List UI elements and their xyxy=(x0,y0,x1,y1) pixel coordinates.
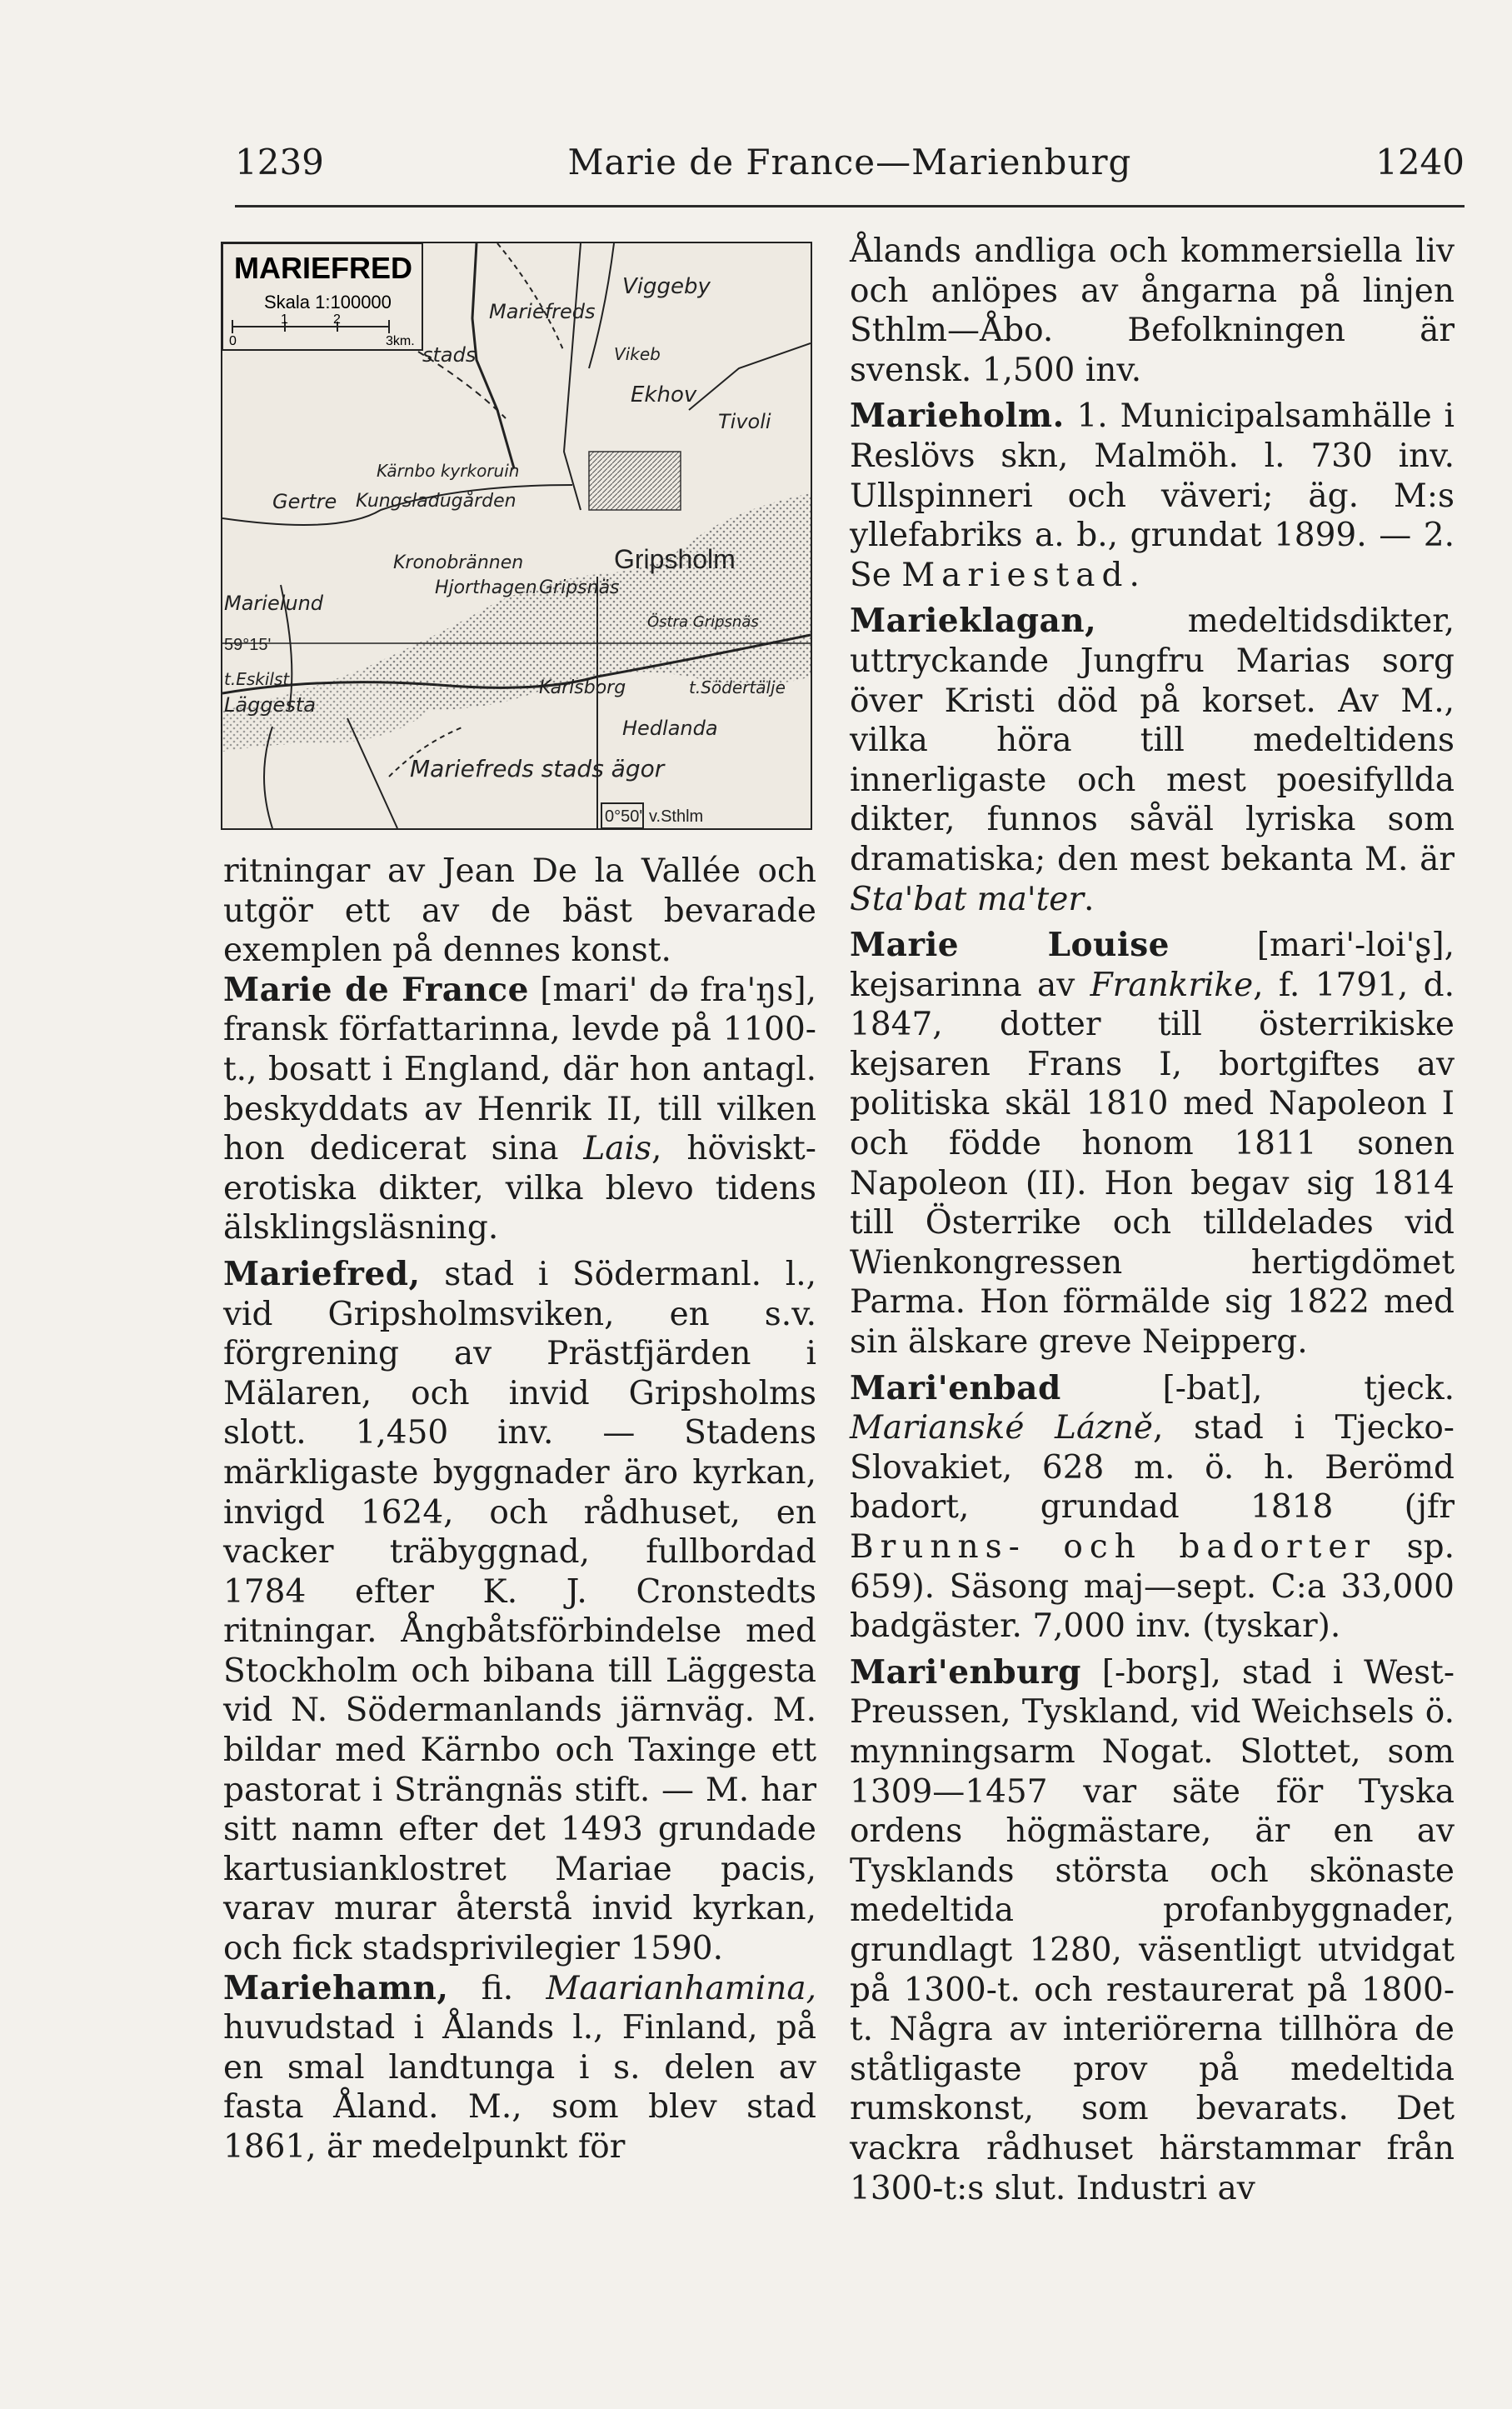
header-rule xyxy=(235,205,1465,207)
label-bottom-stads-agor: Mariefreds stads ägor xyxy=(410,755,665,782)
map-scale: Skala 1:100000 xyxy=(264,292,392,312)
entry-marie-de-france: Marie de France [mari' də fra'ŋs], fransk författarinna, levde på 1100-t., bosatt i England, där hon antagl. beskyddats av Henrik II, till vilken hon dedicerat sina Lais, höviskt-erotiska dikter, vilka blevo tidens älsklingsläsning. xyxy=(223,970,816,1247)
page-number-left: 1239 xyxy=(235,142,324,182)
entry-head: Mari'enburg xyxy=(850,1652,1081,1692)
scale-tick-3: 3km. xyxy=(386,334,415,348)
label-longitude: 0°50' xyxy=(605,807,643,826)
entry-continuation: ritningar av Jean De la Vallée och utgör ett av de bäst bevarade exemplen på dennes konst. xyxy=(223,852,816,970)
label-sthlm: v.Sthlm xyxy=(649,807,704,826)
label-stads: stads xyxy=(422,343,477,367)
page-header xyxy=(235,142,1465,192)
entry-head: Marie de France xyxy=(223,970,529,1009)
entry-mariehamn: Mariehamn, fi. Maarianhamina, huvudstad i Ålands l., Finland, på en smal landtunga i s. delen av fasta Åland. M., som blev stad 1861, är medelpunkt för xyxy=(223,1968,816,2166)
entry-head: Mari'enbad xyxy=(850,1368,1061,1407)
entry-marienburg: Mari'enburg [-borʂ], stad i West-Preussen, Tyskland, vid Weichsels ö. mynningsarm Nogat. Slottet, som 1309—1457 var säte för Tyska ordens högmästare, är en av Tysklands största och skönaste medeltida profanbyggnader, grundlagt 1280, väsentligt utvidgat på 1300-t. och restaurerat på 1800-t. Några av interiörerna tillhöra de ståtligaste prov på medeltida rumskonst, som bevarats. Det vackra rådhuset härstammar från 1300-t:s slut. Industri av xyxy=(850,1652,1455,2207)
label-sodertalje: t.Södertälje xyxy=(689,677,786,697)
label-kronobrannen: Kronobrännen xyxy=(393,552,524,573)
entry-head: Marieholm. xyxy=(850,397,1065,436)
scale-tick-2: 2 xyxy=(333,312,341,327)
entry-head: Marieklagan, xyxy=(850,602,1097,641)
label-gertre: Gertre xyxy=(272,490,337,513)
label-gripsnas: Gripsnäs xyxy=(539,577,620,598)
label-gripsholm: Gripsholm xyxy=(614,544,736,574)
entry-marienbad: Mari'enbad [-bat], tjeck. Marianské Lázně, stad i Tjecko-Slovakiet, 628 m. ö. h. Berömd badort, grundad 1818 (jfr Brunns- och badorter sp. 659). Säsong maj—sept. C:a 33,000 badgäster. 7,000 inv. (tyskar). xyxy=(850,1368,1455,1646)
label-ostra-gripsnas: Östra Gripsnäs xyxy=(647,613,759,631)
entry-mariefred: Mariefred, stad i Södermanl. l., vid Gripsholmsviken, en s.v. förgrening av Prästfjärden i Mälaren, och invid Gripsholms slott. 1,450 inv. — Stadens märkligaste byggnader äro kyrkan, invigd 1624, och rådhuset, en vacker träbyggnad, fullbordad 1784 efter K. J. Cronstedts ritningar. Ångbåtsförbindelse med Stockholm och bibana till Läggesta vid N. Södermanlands järnväg. M. bildar med Kärnbo och Taxinge ett pastorat i Strängnäs stift. — M. har sitt namn efter det 1493 grundade kartusianklostret Mariae pacis, varav murar återstå invid kyrkan, och fick stadsprivilegier 1590. xyxy=(223,1254,816,1968)
label-hjorthagen: Hjorthagen xyxy=(435,577,537,598)
map-title: MARIEFRED xyxy=(234,251,412,285)
entry-head: Mariehamn, xyxy=(223,1968,449,2007)
label-karlsborg: Karlsborg xyxy=(539,677,626,698)
scale-tick-0: 0 xyxy=(229,334,237,348)
entry-continuation: Ålands andliga och kommersiella liv och anlöpes av ångarna på linjen Sthlm—Åbo. Befolkningen är svensk. 1,500 inv. xyxy=(850,232,1455,389)
label-hedlanda: Hedlanda xyxy=(622,717,718,740)
label-mariefreds: Mariefreds xyxy=(489,300,596,323)
left-column xyxy=(223,852,816,2167)
label-ekhov: Ekhov xyxy=(631,382,697,407)
label-marielund: Marielund xyxy=(224,592,324,615)
running-title: Marie de France—Marienburg xyxy=(567,142,1132,182)
mariefred-map xyxy=(221,242,812,830)
page-number-right: 1240 xyxy=(1375,142,1465,182)
map-graphic xyxy=(222,243,811,828)
entry-head: Marie Louise xyxy=(850,926,1170,965)
label-eskilstuna: t.Eskilst. xyxy=(224,669,295,689)
label-laggesta: Läggesta xyxy=(224,693,316,717)
entry-head: Mariefred, xyxy=(223,1254,421,1293)
label-karnbo: Kärnbo kyrkoruin xyxy=(377,461,520,481)
entry-marieklagan: Marieklagan, medeltidsdikter, uttryckande Jungfru Marias sorg över Kristi död på korset. Av M., vilka höra till medeltidens innerligaste och mest poesifyllda dikter, funnos såväl lyriska som dramatiska; den mest bekanta M. är Sta'bat ma'ter. xyxy=(850,602,1455,918)
label-vikeb: Vikeb xyxy=(614,344,661,364)
right-column xyxy=(850,232,1455,2208)
entry-marie-louise: Marie Louise [mari'-loi'ʂ], kejsarinna av Frankrike, f. 1791, d. 1847, dotter till österrikiske kejsaren Frans I, bortgiftes av politiska skäl 1810 med Napoleon I och födde honom 1811 sonen Napoleon (II). Hon begav sig 1814 till Österrike och tilldelades vid Wienkongressen hertigdömet Parma. Hon förmälde sig 1822 med sin älskare greve Neipperg. xyxy=(850,926,1455,1362)
label-tivoli: Tivoli xyxy=(718,410,771,433)
label-kungsladugarden: Kungsladugården xyxy=(356,491,516,512)
label-latitude: 59°15' xyxy=(224,636,272,654)
scale-tick-1: 1 xyxy=(281,312,288,327)
label-viggeby: Viggeby xyxy=(622,274,711,299)
town-block xyxy=(589,452,681,510)
entry-marieholm: Marieholm. 1. Municipalsamhälle i Reslövs skn, Malmöh. l. 730 inv. Ullspinneri och väveri; äg. M:s yllefabriks a. b., grundat 1899. — 2. Se Mariestad. xyxy=(850,397,1455,594)
